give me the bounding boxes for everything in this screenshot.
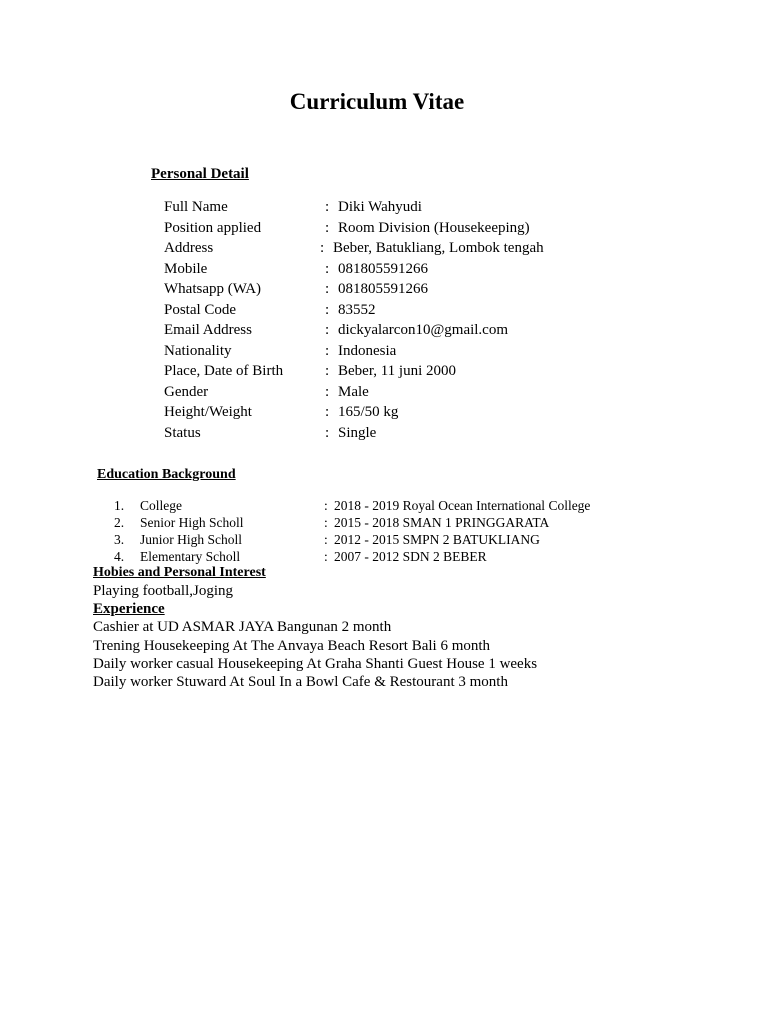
detail-value: 165/50 kg (338, 404, 399, 420)
detail-separator: : (325, 301, 330, 318)
list-number: 3. (114, 532, 125, 547)
detail-row-postal-code (164, 300, 664, 321)
experience-item: Daily worker Stuward At Soul In a Bowl Cafe & Restourant 3 month (93, 674, 508, 690)
experience-item: Cashier at UD ASMAR JAYA Bangunan 2 month (93, 619, 392, 635)
detail-row-nationality (164, 341, 664, 362)
detail-row-height-weight (164, 402, 664, 423)
detail-value: 83552 (338, 301, 376, 318)
education-separator: : (324, 498, 328, 513)
hobbies-text: Playing football,Joging (93, 583, 233, 599)
detail-value: Beber, Batukliang, Lombok tengah (333, 240, 544, 256)
education-separator: : (324, 549, 328, 564)
education-row-elementary (114, 548, 654, 565)
personal-detail-heading: Personal Detail (151, 166, 249, 182)
detail-row-gender (164, 382, 664, 403)
education-list (114, 497, 654, 565)
education-detail: 2015 - 2018 SMAN 1 PRINGGARATA (334, 515, 550, 530)
detail-row-position-applied (164, 218, 664, 239)
detail-label: Height/Weight (164, 404, 252, 420)
education-separator: : (324, 532, 328, 547)
detail-row-place-date-of-birth (164, 361, 664, 382)
detail-label: Full Name (164, 199, 228, 215)
detail-label: Email Address (164, 322, 252, 338)
education-row-junior-high (114, 531, 654, 548)
education-detail: 2018 - 2019 Royal Ocean International College (334, 498, 591, 513)
detail-value: Single (338, 424, 377, 441)
detail-separator: : (320, 240, 325, 256)
detail-label: Address (164, 240, 214, 256)
experience-heading: Experience (93, 601, 165, 617)
list-number: 1. (114, 498, 125, 513)
detail-row-full-name (164, 197, 664, 218)
education-level: Elementary Scholl (140, 549, 241, 564)
detail-value: Room Division (Housekeeping) (338, 219, 530, 236)
education-row-senior-high (114, 514, 654, 531)
detail-value: 081805591266 (338, 260, 428, 277)
detail-label: Gender (164, 383, 209, 400)
experience-item: Trening Housekeeping At The Anvaya Beach Resort Bali 6 month (93, 638, 491, 654)
detail-row-status (164, 423, 664, 444)
education-detail: 2007 - 2012 SDN 2 BEBER (334, 549, 487, 564)
detail-separator: : (325, 363, 330, 379)
education-row-college (114, 497, 654, 514)
detail-label: Status (164, 424, 201, 441)
hobbies-heading: Hobies and Personal Interest (93, 565, 266, 580)
personal-detail-list (164, 197, 664, 443)
education-level: Junior High Scholl (140, 532, 243, 547)
detail-separator: : (325, 383, 330, 400)
detail-separator: : (325, 219, 330, 236)
list-number: 2. (114, 515, 125, 530)
document-title: Curriculum Vitae (289, 89, 465, 114)
detail-label: Nationality (164, 342, 232, 359)
detail-row-mobile (164, 259, 664, 280)
detail-row-whatsapp (164, 279, 664, 300)
detail-value: 081805591266 (338, 281, 428, 297)
detail-separator: : (325, 342, 330, 359)
detail-separator: : (325, 260, 330, 277)
detail-value: Male (338, 383, 369, 400)
detail-row-address (164, 238, 664, 259)
education-background-heading: Education Background (97, 467, 236, 482)
education-level: Senior High Scholl (140, 515, 244, 530)
detail-label: Postal Code (164, 301, 237, 318)
detail-label: Place, Date of Birth (164, 363, 284, 379)
detail-label: Whatsapp (WA) (164, 281, 262, 297)
detail-label: Position applied (164, 219, 262, 236)
detail-value: Indonesia (338, 342, 397, 359)
detail-separator: : (325, 424, 330, 441)
detail-value: Beber, 11 juni 2000 (338, 363, 456, 379)
education-detail: 2012 - 2015 SMPN 2 BATUKLIANG (334, 532, 540, 547)
list-number: 4. (114, 549, 125, 564)
detail-row-email (164, 320, 664, 341)
detail-separator: : (325, 199, 330, 215)
detail-separator: : (325, 404, 330, 420)
education-separator: : (324, 515, 328, 530)
detail-value: dickyalarcon10@gmail.com (338, 322, 509, 338)
detail-value: Diki Wahyudi (338, 199, 422, 215)
detail-separator: : (325, 322, 330, 338)
detail-label: Mobile (164, 260, 208, 277)
detail-separator: : (325, 281, 330, 297)
experience-item: Daily worker casual Housekeeping At Graha Shanti Guest House 1 weeks (93, 656, 538, 672)
education-level: College (140, 498, 182, 513)
